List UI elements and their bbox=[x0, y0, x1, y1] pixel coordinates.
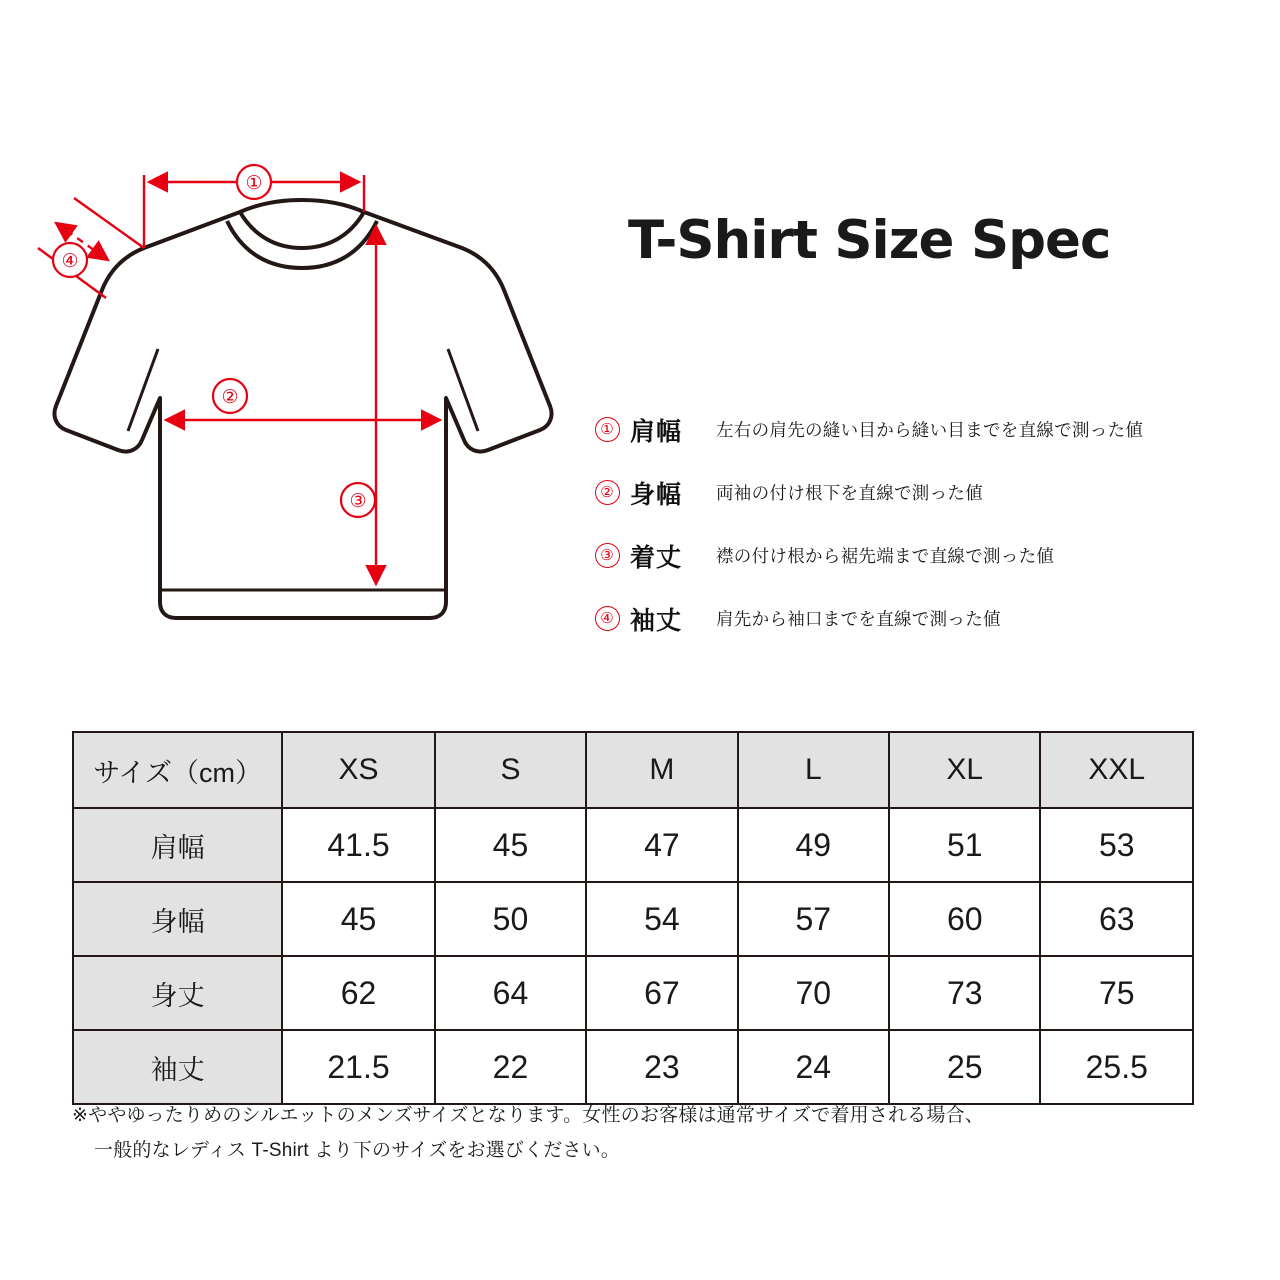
table-cell: 47 bbox=[586, 808, 737, 882]
legend-list bbox=[590, 398, 1250, 650]
legend-number-badge bbox=[590, 480, 624, 506]
legend-description: 左右の肩先の縫い目から縫い目までを直線で測った値 bbox=[716, 420, 1144, 440]
footnote-line-2: 一般的なレディス T-Shirt より下のサイズをお選びください。 bbox=[94, 1140, 621, 1162]
table-cell: 62 bbox=[282, 956, 434, 1030]
table-cell: 45 bbox=[282, 882, 434, 956]
table-cell: 54 bbox=[586, 882, 737, 956]
table-cell: 67 bbox=[586, 956, 737, 1030]
footnote bbox=[72, 1098, 1212, 1168]
table-corner-label: サイズ（cm） bbox=[73, 732, 282, 808]
table-cell: 70 bbox=[738, 956, 889, 1030]
table-cell: 21.5 bbox=[282, 1030, 434, 1104]
t-shirt-measurement-diagram bbox=[30, 120, 590, 680]
legend-number: ① bbox=[595, 417, 620, 442]
table-row-label: 身丈 bbox=[73, 956, 282, 1030]
table-cell: 57 bbox=[738, 882, 889, 956]
legend-term: 肩幅 bbox=[630, 417, 683, 446]
legend-description: 襟の付け根から裾先端まで直線で測った値 bbox=[716, 546, 1055, 566]
page-title: T-Shirt Size Spec bbox=[628, 210, 1111, 271]
table-cell: 73 bbox=[889, 956, 1040, 1030]
legend-description: 両袖の付け根下を直線で測った値 bbox=[716, 483, 983, 503]
legend-number-badge bbox=[590, 417, 624, 443]
table-row bbox=[73, 882, 1193, 956]
legend-term: 袖丈 bbox=[630, 606, 683, 635]
legend-description: 肩先から袖口までを直線で測った値 bbox=[716, 609, 1001, 629]
shirt-outline bbox=[54, 200, 551, 618]
table-row-label: 袖丈 bbox=[73, 1030, 282, 1104]
table-cell: 25.5 bbox=[1040, 1030, 1193, 1104]
table-cell: 49 bbox=[738, 808, 889, 882]
table-row bbox=[73, 1030, 1193, 1104]
table-cell: 22 bbox=[435, 1030, 586, 1104]
table-row bbox=[73, 956, 1193, 1030]
callout-3-label: ③ bbox=[349, 491, 367, 512]
table-header-row bbox=[73, 732, 1193, 808]
table-cell: 51 bbox=[889, 808, 1040, 882]
table-cell: 41.5 bbox=[282, 808, 434, 882]
legend-number: ② bbox=[595, 480, 620, 505]
table-cell: 25 bbox=[889, 1030, 1040, 1104]
table-cell: 23 bbox=[586, 1030, 737, 1104]
footnote-line-1: ※ややゆったりめのシルエットのメンズサイズとなります。女性のお客様は通常サイズで着用される場合、 bbox=[72, 1105, 984, 1126]
table-cell: 63 bbox=[1040, 882, 1193, 956]
legend-item-shoulder-width bbox=[590, 398, 1250, 461]
legend-term: 身幅 bbox=[630, 480, 683, 509]
table-cell: 45 bbox=[435, 808, 586, 882]
legend-number-badge bbox=[590, 606, 624, 632]
callout-1-label: ① bbox=[245, 173, 263, 194]
table-row-label: 肩幅 bbox=[73, 808, 282, 882]
table-col-header-s: S bbox=[435, 732, 586, 808]
table-col-header-xs: XS bbox=[282, 732, 434, 808]
table-row-label: 身幅 bbox=[73, 882, 282, 956]
legend-term: 着丈 bbox=[630, 543, 683, 572]
table-cell: 64 bbox=[435, 956, 586, 1030]
table-cell: 24 bbox=[738, 1030, 889, 1104]
callout-2-label: ② bbox=[221, 387, 239, 408]
legend-number: ④ bbox=[595, 606, 620, 631]
table-col-header-xl: XL bbox=[889, 732, 1040, 808]
table-cell: 75 bbox=[1040, 956, 1193, 1030]
legend-item-body-width bbox=[590, 461, 1250, 524]
legend-number: ③ bbox=[595, 543, 620, 568]
legend-number-badge bbox=[590, 543, 624, 569]
table-cell: 50 bbox=[435, 882, 586, 956]
size-table bbox=[72, 731, 1194, 1105]
callout-4-label: ④ bbox=[61, 251, 79, 272]
table-col-header-m: M bbox=[586, 732, 737, 808]
table-col-header-xxl: XXL bbox=[1040, 732, 1193, 808]
table-col-header-l: L bbox=[738, 732, 889, 808]
table-cell: 53 bbox=[1040, 808, 1193, 882]
table-row bbox=[73, 808, 1193, 882]
legend-item-body-length bbox=[590, 524, 1250, 587]
legend-item-sleeve-length bbox=[590, 587, 1250, 650]
table-cell: 60 bbox=[889, 882, 1040, 956]
